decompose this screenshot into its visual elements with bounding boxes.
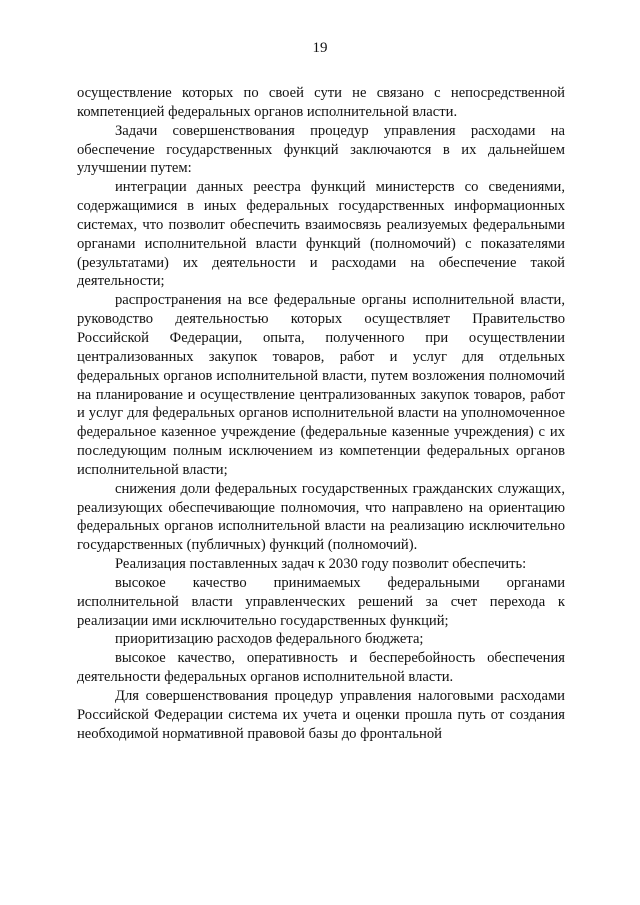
paragraph: высокое качество принимаемых федеральными органами исполнительной власти управленческих решений за счет перехода к реализации ими исключительно государственных функций;	[77, 574, 565, 629]
paragraph: Реализация поставленных задач к 2030 году позволит обеспечить:	[115, 556, 527, 573]
paragraph: Задачи совершенствования процедур управления расходами на обеспечение государственных функций заключаются в их дальнейшем улучшении путем:	[77, 122, 565, 177]
page-number: 19	[312, 40, 328, 56]
paragraph: приоритизацию расходов федерального бюджета;	[115, 631, 424, 648]
paragraph: снижения доли федеральных государственных гражданских служащих, реализующих обеспечивающие полномочия, что направлено на ориентацию федеральных органов исполнительной власти на реализацию исключительно государственных (публичных) функций (полномочий).	[77, 480, 565, 554]
paragraph: распространения на все федеральные органы исполнительной власти, руководство деятельностью которых осуществляет Правительство Российской Федерации, опыта, полученного при осуществлении централизованных закупок товаров, работ и услуг для отдельных федеральных органов исполнительной власти, путем возложения полномочий на планирование и осуществление централизованных закупок товаров, работ и услуг для федеральных органов исполнительной власти на уполномоченное федеральное казенное учреждение (федеральные казенные учреждения) с их последующим полным исключением из компетенции федеральных органов исполнительной власти;	[77, 292, 565, 478]
paragraph: интеграции данных реестра функций министерств со сведениями, содержащимися в иных федеральных государственных информационных системах, что позволит обеспечить взаимосвязь реализуемых федеральными органами исполнительной власти функций (полномочий) с показателями (результатами) их деятельности и расходами на обеспечение такой деятельности;	[77, 179, 565, 290]
paragraph: осуществление которых по своей сути не связано с непосредственной компетенцией федеральных органов исполнительной власти.	[77, 85, 565, 120]
paragraph: Для совершенствования процедур управления налоговыми расходами Российской Федерации система их учета и оценки прошла путь от создания необходимой нормативной правовой базы до фронтальной	[77, 688, 565, 742]
body-text	[77, 84, 565, 744]
paragraph: высокое качество, оперативность и бесперебойность обеспечения деятельности федеральных органов исполнительной власти.	[77, 650, 565, 686]
